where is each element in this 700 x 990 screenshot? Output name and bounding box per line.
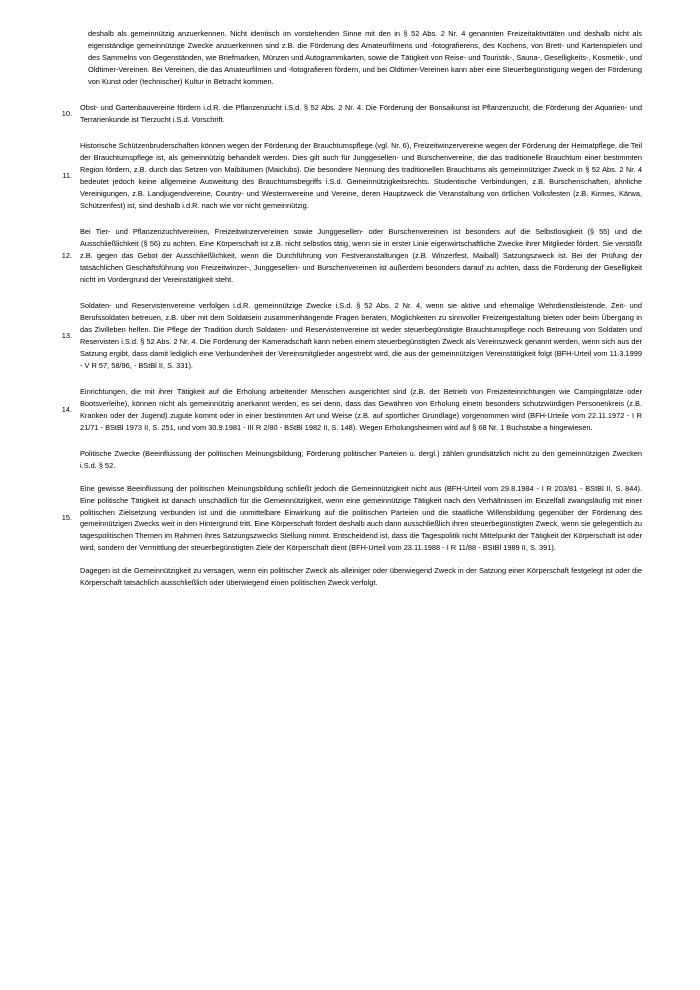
numbered-item-10 bbox=[58, 102, 642, 126]
numbered-item-13 bbox=[58, 300, 642, 372]
item-body bbox=[80, 448, 642, 590]
item-number: 13. bbox=[61, 330, 72, 340]
intro-paragraph: deshalb als gemeinnützig anzuerkennen. Nicht identisch im vorstehenden Sinne mit den in § 52 Abs. 2 Nr. 4 genannten Freizeitaktivitäten und deshalb nicht als eigenständige gemeinnützige Zwecke anzuerkennen sind z.B. die Förderung des Amateurfilmens und -fotografierens, des Kochens, von Brett- und Kartenspielen und des Sammelns von Gegenständen, wie Briefmarken, Münzen und Autogrammkarten, sowie die Tätigkeit von Reise- und Touristik-, Sauna-, Geselligkeits-, Kosmetik-, und Oldtimer-Vereinen. Bei Vereinen, die das Amateurfilmen und -fotografieren fördern, und bei Oldtimer-Vereinen kann aber eine Steuerbegünstigung wegen der Förderung von Kunst oder (technischer) Kultur in Betracht kommen. bbox=[88, 29, 642, 86]
item-number: 14. bbox=[61, 404, 72, 414]
item-body bbox=[80, 226, 642, 286]
numbered-item-11 bbox=[58, 140, 642, 212]
item-number: 12. bbox=[61, 250, 72, 260]
item-paragraph: Politische Zwecke (Beeinflussung der politischen Meinungsbildung, Förderung politischer Parteien u. dergl.) zählen grundsätzlich nicht zu den gemeinnützigen Zwecken i.S.d. § 52. bbox=[80, 448, 642, 470]
item-number: 10. bbox=[61, 108, 72, 118]
item-paragraph: Dagegen ist die Gemeinnützigkeit zu versagen, wenn ein politischer Zweck als alleiniger oder überwiegend Zweck in der Satzung einer Körperschaft festgelegt ist oder die Körperschaft tatsächlich ausschließlich oder überwiegend einen politischen Zweck verfolgt. bbox=[80, 566, 642, 588]
item-paragraph: Historische Schützenbruderschaften können wegen der Förderung der Brauchtumspflege (vgl. Nr. 6), Freizeitwinzervereine wegen der Förderung der Heimatpflege, die Teil der Brauchtumspflege ist, als gemeinnützig behandelt werden. Dies gilt auch für Junggesellen- und Burschenvereine, die das traditionelle Brauchtum einer bestimmten Region fördern, z.B. durch das Setzen von Maibäumen (Maiclubs). Die besondere Nennung des traditionellen Brauchtums als gemeinnütziger Zweck in § 52 Abs. 2 Nr. 4 bedeutet jedoch keine allgemeine Ausweitung des Brauchtumsbegriffs i.S.d. Gemeinnützigkeitsrechts. Studentische Verbindungen, z.B. Burschenschaften, ähnliche Vereinigungen, z.B. Landjugendvereine, Country- und Westernvereine und Vereine, deren Hauptzweck die Veranstaltung von örtlichen Volksfesten (z.B. Kirmes, Kärwa, Schützenfest) ist, sind deshalb i.d.R. nach wie vor nicht gemeinnützig. bbox=[80, 140, 642, 210]
item-paragraph: Eine gewisse Beeinflussung der politischen Meinungsbildung schließt jedoch die Gemeinnützigkeit nicht aus (BFH-Urteil vom 29.8.1984 - I R 203/81 - BStBl II, S. 844). Eine politische Tätigkeit ist danach unschädlich für die Gemeinnützigkeit, wenn eine gemeinnützige Tätigkeit nach den Verhältnissen im Einzelfall zwangsläufig mit einer politischen Zielsetzung verbunden ist und die unmittelbare Einwirkung auf die politischen Parteien und die staatliche Willensbildung gegenüber der Förderung des gemeinnützigen Zwecks weit in den Hintergrund tritt. Eine Körperschaft fördert deshalb auch dann ausschließlich ihren steuerbegünstigten Zweck, wenn sie gelegentlich zu tagespolitischen Themen im Rahmen ihres Satzungszwecks Stellung nimmt. Entscheidend ist, dass die Tagespolitik nicht Mittelpunkt der Tätigkeit der Körperschaft ist oder wird, sondern der Vermittlung der steuerbegünstigten Ziele der Körperschaft dient (BFH-Urteil vom 23.11.1988 - I R 11/88 - BStBl 1989 II, S. 391). bbox=[80, 483, 642, 553]
item-body bbox=[80, 386, 642, 434]
item-paragraph: Bei Tier- und Pflanzenzuchtvereinen, Freizeitwinzervereinen sowie Junggesellen- oder Burschenvereinen ist besonders auf die Selbstlosigkeit (§ 55) und die Ausschließlichkeit (§ 56) zu achten. Eine Körperschaft ist z.B. nicht selbstlos tätig, wenn sie in erster Linie eigenwirtschaftliche Zwecke ihrer Mitglieder fördert. Sie verstößt z.B. gegen das Gebot der Ausschließlichkeit, wenn die Durchführung von Festveranstaltungen (z.B. Winzerfest, Maiball) Satzungszweck ist. Bei der Prüfung der tatsächlichen Geschäftsführung von Freizeitwinzer-, Junggesellen- und Burschenvereinen ist außerdem besonders darauf zu achten, dass die Förderung der Geselligkeit nicht im Vordergrund der Vereinstätigkeit steht. bbox=[80, 226, 642, 284]
item-paragraph: Obst- und Gartenbauvereine fördern i.d.R. die Pflanzenzucht i.S.d. § 52 Abs. 2 Nr. 4. Die Förderung der Bonsaikunst ist Pflanzenzucht, die Förderung der Aquarien- und Terrarienkunde ist Tierzucht i.S.d. Vorschrift. bbox=[80, 102, 642, 124]
item-body bbox=[80, 102, 642, 126]
item-number: 15. bbox=[61, 513, 72, 523]
item-number: 11. bbox=[62, 170, 72, 180]
numbered-item-12 bbox=[58, 226, 642, 286]
item-body bbox=[80, 140, 642, 212]
numbered-item-14 bbox=[58, 386, 642, 434]
item-paragraph: Einrichtungen, die mit ihrer Tätigkeit auf die Erholung arbeitender Menschen ausgerichtet sind (z.B. der Betrieb von Freizeiteinrichtungen wie Campingplätze oder Bootsverleihe), können nicht als gemeinnützig anerkannt werden, es sei denn, dass das Gewähren von Erholung einem besonders schutzwürdigen Personenkreis (z.B. Kranken oder der Jugend) zugute kommt oder in einer bestimmten Art und Weise (z.B. auf sportlicher Grundlage) vorgenommen wird (BFH-Urteile vom 22.11.1972 - I R 21/71 - BStBl 1973 II, S. 251, und vom 30.9.1981 - III R 2/80 - BStBl 1982 II, S. 148). Wegen Erholungsheimen wird auf § 68 Nr. 1 Buchstabe a hingewiesen. bbox=[80, 386, 642, 432]
item-paragraph: Soldaten- und Reservistenvereine verfolgen i.d.R. gemeinnützige Zwecke i.S.d. § 52 Abs. 2 Nr. 4, wenn sie aktive und ehemalige Wehrdienstleistende, Zeit- und Berufssoldaten betreuen, z.B. über mit dem Soldatsein zusammenhängende Fragen beraten, Möglichkeiten zu sinnvoller Freizeitgestaltung bieten oder beim Übergang in das Zivilleben helfen. Die Pflege der Tradition durch Soldaten- und Reservistenvereine ist weder steuerbegünstigte Brauchtumspflege noch Betreuung von Soldaten und Reservisten i.S.d. § 52 Abs. 2 Nr. 4. Die Förderung der Kameradschaft kann neben einem steuerbegünstigten Zweck als Vereinszweck genannt werden, wenn sich aus der Satzung ergibt, dass damit lediglich eine Verbundenheit der Vereinsmitglieder angestrebt wird, die aus der gemeinnützigen Vereinstätigkeit folgt (BFH-Urteil vom 11.3.1999 - V R 57, 58/96, - BStBl II, S. 331). bbox=[80, 300, 642, 370]
item-body bbox=[80, 300, 642, 372]
numbered-item-15 bbox=[58, 448, 642, 590]
